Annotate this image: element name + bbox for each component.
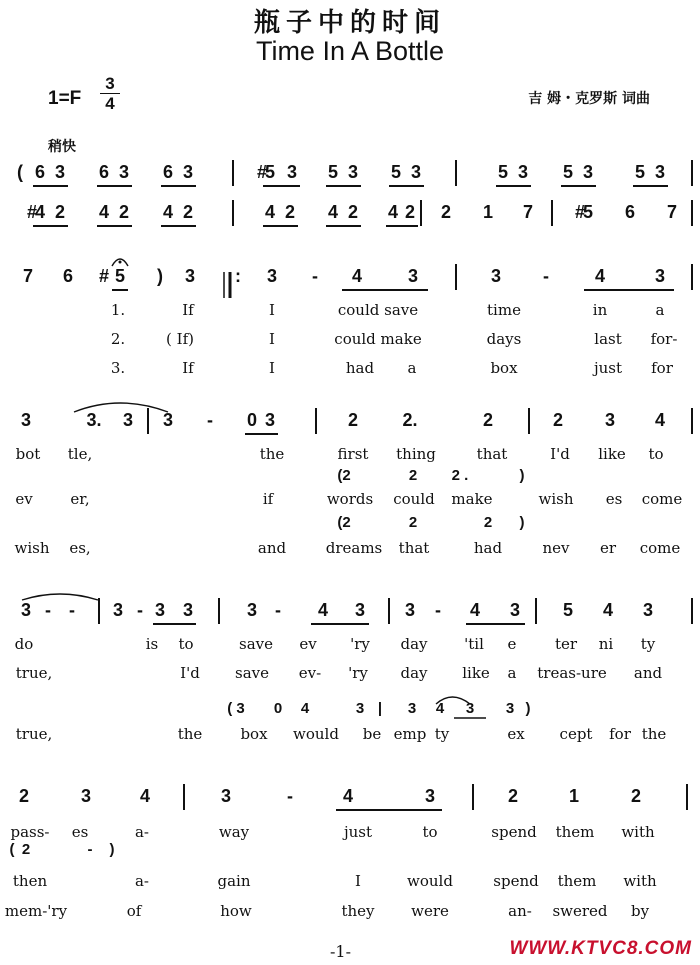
note-row2: 7 xyxy=(522,202,534,222)
lyric-v1-a: I xyxy=(269,301,275,319)
lyric-v3-c: for xyxy=(609,725,631,743)
lyric-v2-b: make xyxy=(451,490,493,508)
note-row1: 3 xyxy=(286,162,298,182)
lyric-v1-c: ter xyxy=(554,635,578,653)
lyric-v2-c: 'ry xyxy=(348,664,368,682)
lyric-v3-b: and xyxy=(257,539,287,557)
note-row1: 3 xyxy=(582,162,594,182)
note-row2: 6 xyxy=(624,202,636,222)
alt-note-paren1: ) xyxy=(519,467,525,484)
note-row3: 3 xyxy=(407,266,419,286)
lyric-v1-c: ev xyxy=(299,635,317,653)
alt-note-paren1: 2 xyxy=(408,467,418,484)
note-row3: 3 xyxy=(266,266,278,286)
note-row2: 2 xyxy=(440,202,452,222)
note-row3: 6 xyxy=(62,266,74,286)
lyric-v2-a: for- xyxy=(650,330,678,348)
note-row3: : xyxy=(235,266,241,286)
lyric-v3-d: an- xyxy=(508,902,532,920)
alt-note-paren2: 2 xyxy=(483,514,493,531)
lyric-v2-c: save xyxy=(235,664,269,682)
alt-note-paren3: 3 xyxy=(505,700,515,717)
lyric-v3-b: dreams xyxy=(325,539,383,557)
note-row4: 3. xyxy=(86,410,102,430)
note-row5: 4 xyxy=(317,600,329,620)
lyric-v1-c: save xyxy=(239,635,273,653)
lyric-v1-b: like xyxy=(598,445,626,463)
note-row6: 4 xyxy=(139,786,151,806)
lyric-v3-d: mem-'ry xyxy=(4,902,68,920)
alt-note-paren1: (2 xyxy=(337,467,351,484)
lyric-v3-b: es, xyxy=(69,539,91,557)
alt-note-paren4: 2 xyxy=(21,841,31,858)
note-row3: 3 xyxy=(654,266,666,286)
note-row5: - xyxy=(275,600,281,620)
lyric-v1-b: that xyxy=(476,445,508,463)
lyric-v2-d: them xyxy=(557,872,597,890)
note-row1: 5 xyxy=(264,162,276,182)
lyric-v2-b: if xyxy=(262,490,274,508)
note-row5: - xyxy=(45,600,51,620)
lyric-v1-c: is xyxy=(145,635,159,653)
note-row1: 5 xyxy=(390,162,402,182)
note-row3: 3 xyxy=(490,266,502,286)
note-row2: 2 xyxy=(182,202,194,222)
lyric-v1-d: to xyxy=(422,823,438,841)
note-row1: 3 xyxy=(347,162,359,182)
lyric-v2-d: with xyxy=(623,872,657,890)
alt-note-paren3: ) xyxy=(525,700,531,717)
alt-note-paren3: 3 xyxy=(355,700,365,717)
lyric-v2-a: days xyxy=(486,330,522,348)
lyric-v3-d: by xyxy=(630,902,650,920)
lyric-v3-a: had xyxy=(345,359,375,377)
lyric-v1-c: 'til xyxy=(464,635,484,653)
note-row2: 4 xyxy=(327,202,339,222)
note-row2: 7 xyxy=(666,202,678,222)
lyric-v1-c: ni xyxy=(598,635,614,653)
composer-credits: 吉 姆・克罗斯 词曲 xyxy=(528,91,650,107)
lyric-v3-d: they xyxy=(341,902,375,920)
note-row1: 6 xyxy=(98,162,110,182)
lyric-v1-a: a xyxy=(655,301,665,319)
note-row2: 2 xyxy=(118,202,130,222)
note-row5: 3 xyxy=(642,600,654,620)
lyric-v1-a: in xyxy=(592,301,608,319)
note-row3: 7 xyxy=(22,266,34,286)
lyric-v1-b: I'd xyxy=(550,445,570,463)
alt-note-paren4: - xyxy=(87,841,93,858)
fermata-dot xyxy=(119,261,122,264)
alt-note-paren4: ) xyxy=(109,841,115,858)
note-row6: 2 xyxy=(507,786,519,806)
note-row3: 4 xyxy=(351,266,363,286)
note-row1: 3 xyxy=(517,162,529,182)
note-row5: - xyxy=(137,600,143,620)
alt-note-paren4: ( xyxy=(9,841,15,858)
lyric-v1-b: tle, xyxy=(67,445,93,463)
note-row3: # xyxy=(98,266,110,286)
lyric-v2-c: I'd xyxy=(180,664,200,682)
note-row4: 0 xyxy=(246,410,258,430)
lyric-v2-b: wish xyxy=(538,490,574,508)
note-row4: - xyxy=(207,410,213,430)
note-row6: - xyxy=(287,786,293,806)
lyric-v3-c: true, xyxy=(15,725,53,743)
note-row4: 4 xyxy=(654,410,666,430)
lyric-v3-c: would xyxy=(293,725,339,743)
slur-row4 xyxy=(74,403,168,412)
note-row2: 4 xyxy=(34,202,46,222)
lyric-v1-c: 'ry xyxy=(350,635,370,653)
lyric-v3-b: come xyxy=(639,539,681,557)
note-row2: 4 xyxy=(387,202,399,222)
lyric-v3-b: nev xyxy=(542,539,570,557)
lyric-v3-a: for xyxy=(651,359,673,377)
lyric-v2-d: gain xyxy=(217,872,251,890)
slur-row5 xyxy=(22,594,98,600)
note-row2: # xyxy=(574,202,586,222)
lyric-v3-b: that xyxy=(398,539,430,557)
note-row1: 5 xyxy=(562,162,574,182)
lyric-v3-a: just xyxy=(593,359,623,377)
lyric-v1-d: them xyxy=(555,823,595,841)
lyric-v1-d: way xyxy=(218,823,250,841)
watermark-url: WWW.KTVC8.COM xyxy=(509,938,692,959)
lyric-v1-b: the xyxy=(259,445,285,463)
alt-note-paren3: 4 xyxy=(300,700,310,717)
note-row5: 3 xyxy=(112,600,124,620)
note-row5: - xyxy=(69,600,75,620)
lyric-v2-b: come xyxy=(641,490,683,508)
note-row2: 4 xyxy=(162,202,174,222)
note-row2: 2 xyxy=(284,202,296,222)
lyric-v1-d: with xyxy=(621,823,655,841)
lyric-v3-b: wish xyxy=(14,539,50,557)
time-signature-bottom: 4 xyxy=(105,94,115,113)
lyric-v1-d: a- xyxy=(134,823,150,841)
lyric-v1-c: day xyxy=(400,635,428,653)
note-row6: 2 xyxy=(18,786,30,806)
alt-note-paren1: 2 . xyxy=(451,467,469,484)
lyric-v2-c: day xyxy=(400,664,428,682)
lyric-v3-a: box xyxy=(490,359,518,377)
lyric-v2-a: last xyxy=(594,330,622,348)
note-row2: 2 xyxy=(404,202,416,222)
lyric-v3-d: how xyxy=(220,902,252,920)
note-row1: 5 xyxy=(634,162,646,182)
note-row5: 3 xyxy=(182,600,194,620)
lyric-v1-a: 1. xyxy=(110,301,126,319)
lyric-v1-a: could save xyxy=(337,301,419,319)
lyric-v1-d: just xyxy=(343,823,373,841)
lyric-v1-b: thing xyxy=(396,445,436,463)
alt-note-paren2: (2 xyxy=(337,514,351,531)
note-row1: # xyxy=(256,162,268,182)
note-row5: 4 xyxy=(469,600,481,620)
song-title-chinese: 瓶子中的时间 xyxy=(253,8,446,38)
note-row4: 3 xyxy=(264,410,276,430)
note-row5: - xyxy=(435,600,441,620)
lyric-v3-d: swered xyxy=(552,902,608,920)
note-row3: ) xyxy=(157,266,163,286)
lyric-v3-c: the xyxy=(177,725,203,743)
note-row4: 3 xyxy=(604,410,616,430)
lyric-v2-d: then xyxy=(12,872,48,890)
lyric-v2-a: could make xyxy=(334,330,422,348)
lyric-v2-b: er, xyxy=(70,490,90,508)
note-row1: 3 xyxy=(54,162,66,182)
note-row1: 3 xyxy=(654,162,666,182)
note-row5: 3 xyxy=(246,600,258,620)
lyric-v3-c: emp xyxy=(393,725,427,743)
note-row6: 3 xyxy=(80,786,92,806)
lyric-v3-b: had xyxy=(473,539,503,557)
note-row5: 3 xyxy=(404,600,416,620)
lyric-v2-c: true, xyxy=(15,664,53,682)
note-row1: 6 xyxy=(34,162,46,182)
note-row5: 4 xyxy=(602,600,614,620)
lyric-v2-d: spend xyxy=(493,872,539,890)
lyric-v1-b: first xyxy=(337,445,369,463)
note-row4: 2. xyxy=(402,410,418,430)
lyric-v2-a: I xyxy=(269,330,275,348)
lyric-v2-b: could xyxy=(393,490,435,508)
note-row2: 2 xyxy=(347,202,359,222)
lyric-v1-d: spend xyxy=(491,823,537,841)
alt-note-paren3: 3 xyxy=(407,700,417,717)
lyric-v3-c: cept xyxy=(559,725,593,743)
lyric-v2-c: treas-ure xyxy=(537,664,607,682)
time-signature-top: 3 xyxy=(105,74,115,93)
lyric-v2-d: a- xyxy=(134,872,150,890)
slur-paren3 xyxy=(436,697,470,704)
note-row5: 5 xyxy=(562,600,574,620)
note-row3: - xyxy=(312,266,318,286)
note-row1: 6 xyxy=(162,162,174,182)
lyric-v1-d: pass- xyxy=(10,823,50,841)
note-row3: 5 xyxy=(114,266,126,286)
lyric-v3-a: a xyxy=(407,359,417,377)
note-row2: 5 xyxy=(582,202,594,222)
alt-note-paren3: 3 xyxy=(465,700,475,717)
lyric-v1-b: bot xyxy=(15,445,41,463)
lyric-v1-d: es xyxy=(71,823,89,841)
lyric-v1-c: ty xyxy=(640,635,656,653)
note-row4: 2 xyxy=(482,410,494,430)
lyric-v2-d: would xyxy=(407,872,453,890)
note-row6: 2 xyxy=(630,786,642,806)
note-row6: 3 xyxy=(424,786,436,806)
lyric-v2-c: a xyxy=(507,664,517,682)
note-row4: 3 xyxy=(162,410,174,430)
note-row5: 3 xyxy=(354,600,366,620)
lyric-v1-a: time xyxy=(487,301,521,319)
alt-note-paren3: 0 xyxy=(273,700,283,717)
note-row1: 5 xyxy=(327,162,339,182)
tempo-marking: 稍快 xyxy=(48,139,76,155)
note-row2: 1 xyxy=(482,202,494,222)
lyric-v1-c: e xyxy=(507,635,517,653)
note-row2: 2 xyxy=(54,202,66,222)
note-row3: 4 xyxy=(594,266,606,286)
lyric-v1-b: to xyxy=(648,445,664,463)
note-row3: 3 xyxy=(184,266,196,286)
lyric-v2-b: es xyxy=(605,490,623,508)
lyric-v3-a: 3. xyxy=(110,359,126,377)
note-row5: 3 xyxy=(509,600,521,620)
note-row6: 4 xyxy=(342,786,354,806)
lyric-v3-c: box xyxy=(240,725,268,743)
alt-note-paren3: 4 xyxy=(435,700,445,717)
note-row5: 3 xyxy=(20,600,32,620)
song-title-english: Time In A Bottle xyxy=(255,36,445,66)
note-row4: 2 xyxy=(552,410,564,430)
lyric-v3-a: If xyxy=(182,359,194,377)
lyric-v2-b: ev xyxy=(15,490,33,508)
lyric-v1-c: do xyxy=(14,635,34,653)
lyric-v3-b: er xyxy=(599,539,617,557)
note-row2: 4 xyxy=(264,202,276,222)
note-row1: 5 xyxy=(497,162,509,182)
lyric-v3-a: I xyxy=(269,359,275,377)
note-row1: ( xyxy=(17,162,23,182)
lyric-v2-a: 2. xyxy=(110,330,126,348)
note-row6: 3 xyxy=(220,786,232,806)
note-row4: 2 xyxy=(347,410,359,430)
key-signature: 1=F xyxy=(48,88,82,109)
lyric-v3-d: were xyxy=(411,902,449,920)
note-row1: 3 xyxy=(410,162,422,182)
note-row6: 1 xyxy=(568,786,580,806)
note-row4: 3 xyxy=(122,410,134,430)
alt-note-paren3: ( 3 xyxy=(227,700,245,717)
lyric-v1-c: to xyxy=(178,635,194,653)
note-row1: 3 xyxy=(182,162,194,182)
alt-note-paren2: 2 xyxy=(408,514,418,531)
lyric-v1-a: If xyxy=(182,301,194,319)
note-row3: - xyxy=(543,266,549,286)
lyric-v2-a: ( If) xyxy=(166,330,194,348)
lyric-v2-b: words xyxy=(326,490,374,508)
note-row2: # xyxy=(26,202,38,222)
page-number: -1- xyxy=(330,942,351,961)
lyric-v2-c: and xyxy=(633,664,663,682)
note-row5: 3 xyxy=(154,600,166,620)
note-row4: 3 xyxy=(20,410,32,430)
lyric-v3-c: ex xyxy=(507,725,525,743)
lyric-v3-c: ty xyxy=(434,725,450,743)
lyric-v3-c: the xyxy=(641,725,667,743)
lyric-v2-c: like xyxy=(462,664,490,682)
alt-note-paren3: | xyxy=(377,700,383,717)
note-row2: 4 xyxy=(98,202,110,222)
note-row1: 3 xyxy=(118,162,130,182)
lyric-v2-c: ev- xyxy=(298,664,322,682)
lyric-v3-d: of xyxy=(126,902,142,920)
lyric-v3-c: be xyxy=(362,725,382,743)
lyric-v2-d: I xyxy=(355,872,361,890)
alt-note-paren2: ) xyxy=(519,514,525,531)
